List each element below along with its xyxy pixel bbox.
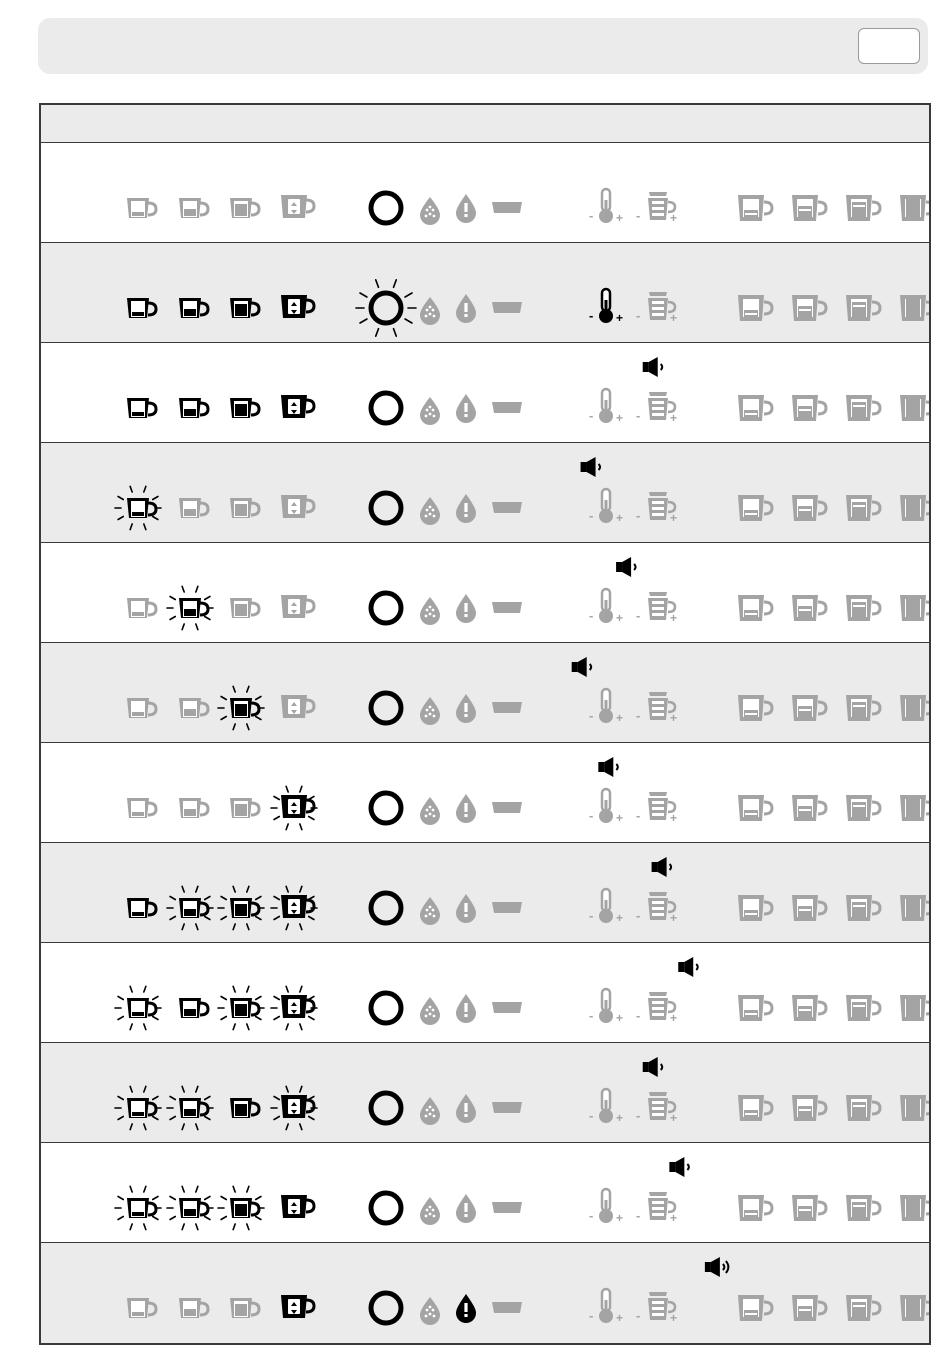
drip-tray-icon — [492, 1102, 522, 1113]
water-alert-icon — [456, 894, 476, 923]
speaker-icon — [572, 657, 592, 677]
plus-sign: + — [670, 1311, 678, 1325]
level-high-cup-icon — [846, 995, 880, 1021]
level-full-cup-icon — [900, 295, 929, 321]
minus-sign: - — [636, 1008, 641, 1023]
power-ring-icon — [371, 393, 401, 423]
descale-drop-icon — [420, 297, 440, 325]
level-medium-cup-icon — [792, 295, 826, 321]
temperature-icon — [589, 489, 623, 525]
descale-drop-icon — [420, 1097, 440, 1125]
temperature-icon — [589, 389, 623, 425]
temperature-icon — [589, 689, 623, 725]
medium-cup-icon — [179, 1298, 208, 1318]
display-panel-icons — [41, 1243, 929, 1343]
minus-sign: - — [589, 408, 594, 423]
small-cup-icon — [127, 798, 156, 818]
hot-water-cup-icon — [271, 986, 317, 1029]
display-panel-icons — [41, 543, 929, 643]
table-row — [41, 443, 929, 543]
cup-volume-icon — [636, 1192, 677, 1225]
drip-tray-icon — [492, 902, 522, 913]
level-full-cup-icon — [900, 595, 929, 621]
hot-water-cup-icon — [281, 595, 314, 618]
table-row — [41, 1143, 929, 1243]
small-cup-icon — [115, 1186, 161, 1229]
descale-drop-icon — [420, 697, 440, 725]
medium-cup-icon — [179, 998, 208, 1018]
water-alert-icon — [456, 1294, 476, 1323]
level-high-cup-icon — [846, 495, 880, 521]
power-ring-icon — [371, 1093, 401, 1123]
speaker-icon — [643, 357, 663, 377]
descale-drop-icon — [420, 1297, 440, 1325]
plus-sign: + — [616, 911, 624, 925]
large-cup-icon — [230, 498, 259, 518]
plus-sign: + — [616, 411, 624, 425]
drip-tray-icon — [492, 302, 522, 313]
water-alert-icon — [456, 1194, 476, 1223]
descale-drop-icon — [420, 497, 440, 525]
table-row — [41, 243, 929, 343]
drip-tray-icon — [492, 1302, 522, 1313]
hot-water-cup-icon — [281, 695, 314, 718]
hot-water-cup-icon — [281, 495, 314, 518]
speaker-icon — [643, 1057, 663, 1077]
level-full-cup-icon — [900, 1195, 929, 1221]
level-medium-cup-icon — [792, 495, 826, 521]
medium-cup-icon — [179, 198, 208, 218]
level-low-cup-icon — [738, 695, 772, 721]
minus-sign: - — [589, 1108, 594, 1123]
table-row — [41, 543, 929, 643]
level-high-cup-icon — [846, 695, 880, 721]
display-panel-icons — [41, 443, 929, 543]
descale-drop-icon — [420, 397, 440, 425]
temperature-icon — [589, 1189, 623, 1225]
minus-sign: - — [636, 1108, 641, 1123]
cup-volume-icon — [636, 792, 677, 825]
level-low-cup-icon — [738, 895, 772, 921]
hot-water-cup-icon — [281, 295, 314, 318]
table-row — [41, 1043, 929, 1143]
water-alert-icon — [456, 494, 476, 523]
large-cup-icon — [218, 886, 264, 929]
plus-sign: + — [616, 1111, 624, 1125]
hot-water-cup-icon — [271, 886, 317, 929]
level-high-cup-icon — [846, 795, 880, 821]
minus-sign: - — [636, 308, 641, 323]
plus-sign: + — [670, 811, 678, 825]
descale-drop-icon — [420, 197, 440, 225]
level-medium-cup-icon — [792, 395, 826, 421]
level-medium-cup-icon — [792, 195, 826, 221]
level-full-cup-icon — [900, 695, 929, 721]
minus-sign: - — [589, 308, 594, 323]
level-low-cup-icon — [738, 195, 772, 221]
small-cup-icon — [127, 598, 156, 618]
descale-drop-icon — [420, 1197, 440, 1225]
plus-sign: + — [670, 711, 678, 725]
medium-cup-icon — [179, 698, 208, 718]
hot-water-cup-icon — [281, 1195, 314, 1218]
large-cup-icon — [230, 598, 259, 618]
cup-volume-icon — [636, 192, 677, 225]
large-cup-icon — [230, 298, 259, 318]
level-high-cup-icon — [846, 195, 880, 221]
hot-water-cup-icon — [271, 1086, 317, 1129]
cup-volume-icon — [636, 1292, 677, 1325]
level-low-cup-icon — [738, 1195, 772, 1221]
water-alert-icon — [456, 1094, 476, 1123]
minus-sign: - — [636, 1308, 641, 1323]
level-low-cup-icon — [738, 795, 772, 821]
level-full-cup-icon — [900, 995, 929, 1021]
table-row — [41, 643, 929, 743]
minus-sign: - — [636, 808, 641, 823]
large-cup-icon — [230, 198, 259, 218]
table-row — [41, 343, 929, 443]
large-cup-icon — [218, 686, 264, 729]
level-full-cup-icon — [900, 895, 929, 921]
large-cup-icon — [218, 1186, 264, 1229]
power-ring-icon — [371, 593, 401, 623]
descale-drop-icon — [420, 997, 440, 1025]
small-cup-icon — [115, 486, 161, 529]
drip-tray-icon — [492, 1202, 522, 1213]
small-cup-icon — [115, 1086, 161, 1129]
plus-sign: + — [616, 1211, 624, 1225]
power-ring-icon — [371, 1293, 401, 1323]
medium-cup-icon — [167, 886, 213, 929]
cup-volume-icon — [636, 392, 677, 425]
display-panel-icons — [41, 143, 929, 243]
cup-volume-icon — [636, 592, 677, 625]
small-cup-icon — [127, 198, 156, 218]
level-low-cup-icon — [738, 495, 772, 521]
hot-water-cup-icon — [281, 1295, 314, 1318]
display-panel-icons — [41, 243, 929, 343]
descale-drop-icon — [420, 897, 440, 925]
minus-sign: - — [589, 708, 594, 723]
plus-sign: + — [670, 911, 678, 925]
water-alert-icon — [456, 994, 476, 1023]
drip-tray-icon — [492, 402, 522, 413]
level-full-cup-icon — [900, 195, 929, 221]
medium-cup-icon — [179, 798, 208, 818]
plus-sign: + — [670, 611, 678, 625]
drip-tray-icon — [492, 702, 522, 713]
power-ring-icon — [371, 993, 401, 1023]
level-high-cup-icon — [846, 395, 880, 421]
plus-sign: + — [670, 1011, 678, 1025]
large-cup-icon — [218, 986, 264, 1029]
display-panel-icons — [41, 943, 929, 1043]
level-high-cup-icon — [846, 1295, 880, 1321]
speaker-icon — [678, 957, 698, 977]
minus-sign: - — [636, 208, 641, 223]
plus-sign: + — [616, 711, 624, 725]
table-row — [41, 843, 929, 943]
minus-sign: - — [636, 608, 641, 623]
level-medium-cup-icon — [792, 995, 826, 1021]
level-low-cup-icon — [738, 295, 772, 321]
level-low-cup-icon — [738, 1295, 772, 1321]
speaker-icon — [616, 557, 636, 577]
water-alert-icon — [456, 194, 476, 223]
minus-sign: - — [589, 808, 594, 823]
minus-sign: - — [589, 908, 594, 923]
cup-volume-icon — [636, 292, 677, 325]
speaker-icon — [669, 1157, 689, 1177]
table-row — [41, 743, 929, 843]
display-panel-icons — [41, 643, 929, 743]
temperature-icon — [589, 289, 623, 325]
level-medium-cup-icon — [792, 595, 826, 621]
display-panel-icons — [41, 1043, 929, 1143]
power-ring-icon — [371, 893, 401, 923]
plus-sign: + — [616, 311, 624, 325]
descale-drop-icon — [420, 797, 440, 825]
minus-sign: - — [589, 1208, 594, 1223]
temperature-icon — [589, 789, 623, 825]
medium-cup-icon — [167, 1086, 213, 1129]
temperature-icon — [589, 989, 623, 1025]
speaker-icon — [581, 457, 601, 477]
medium-cup-icon — [179, 398, 208, 418]
hot-water-cup-icon — [281, 195, 314, 218]
temperature-icon — [589, 589, 623, 625]
small-cup-icon — [127, 898, 156, 918]
level-high-cup-icon — [846, 595, 880, 621]
level-medium-cup-icon — [792, 795, 826, 821]
temperature-icon — [589, 889, 623, 925]
power-ring-icon — [371, 793, 401, 823]
level-high-cup-icon — [846, 1095, 880, 1121]
level-low-cup-icon — [738, 595, 772, 621]
level-full-cup-icon — [900, 395, 929, 421]
hot-water-cup-icon — [281, 395, 314, 418]
hot-water-cup-icon — [271, 786, 317, 829]
plus-sign: + — [616, 511, 624, 525]
cup-volume-icon — [636, 692, 677, 725]
level-full-cup-icon — [900, 795, 929, 821]
plus-sign: + — [670, 211, 678, 225]
descale-drop-icon — [420, 597, 440, 625]
level-high-cup-icon — [846, 1195, 880, 1221]
temperature-icon — [589, 1089, 623, 1125]
minus-sign: - — [636, 1208, 641, 1223]
level-high-cup-icon — [846, 895, 880, 921]
minus-sign: - — [589, 208, 594, 223]
minus-sign: - — [636, 408, 641, 423]
display-panel-icons — [41, 1143, 929, 1243]
large-cup-icon — [230, 1098, 259, 1118]
large-cup-icon — [230, 798, 259, 818]
level-low-cup-icon — [738, 995, 772, 1021]
medium-cup-icon — [179, 298, 208, 318]
power-ring-icon — [371, 493, 401, 523]
cup-volume-icon — [636, 992, 677, 1025]
large-cup-icon — [230, 1298, 259, 1318]
drip-tray-icon — [492, 502, 522, 513]
plus-sign: + — [616, 811, 624, 825]
plus-sign: + — [616, 611, 624, 625]
level-full-cup-icon — [900, 495, 929, 521]
water-alert-icon — [456, 294, 476, 323]
speaker-icon — [652, 857, 672, 877]
speaker-icon — [705, 1257, 729, 1277]
level-full-cup-icon — [900, 1295, 929, 1321]
level-medium-cup-icon — [792, 1295, 826, 1321]
display-panel-icons — [41, 343, 929, 443]
level-medium-cup-icon — [792, 1195, 826, 1221]
minus-sign: - — [589, 1008, 594, 1023]
table-row — [41, 1243, 929, 1343]
level-medium-cup-icon — [792, 695, 826, 721]
power-ring-icon — [371, 193, 401, 223]
medium-cup-icon — [179, 498, 208, 518]
minus-sign: - — [589, 608, 594, 623]
plus-sign: + — [616, 1011, 624, 1025]
small-cup-icon — [127, 1298, 156, 1318]
water-alert-icon — [456, 794, 476, 823]
display-panel-icons — [41, 843, 929, 943]
level-medium-cup-icon — [792, 1095, 826, 1121]
medium-cup-icon — [167, 586, 213, 629]
drip-tray-icon — [492, 802, 522, 813]
plus-sign: + — [616, 1311, 624, 1325]
minus-sign: - — [589, 508, 594, 523]
table-header-row — [41, 105, 929, 143]
plus-sign: + — [670, 311, 678, 325]
drip-tray-icon — [492, 1002, 522, 1013]
water-alert-icon — [456, 394, 476, 423]
small-cup-icon — [115, 986, 161, 1029]
plus-sign: + — [670, 1111, 678, 1125]
minus-sign: - — [636, 708, 641, 723]
header-bar — [38, 18, 928, 74]
power-ring-icon — [371, 693, 401, 723]
table-row — [41, 943, 929, 1043]
small-cup-icon — [127, 698, 156, 718]
display-panel-icons — [41, 743, 929, 843]
water-alert-icon — [456, 594, 476, 623]
speaker-icon — [598, 757, 618, 777]
power-ring-icon — [356, 280, 416, 336]
small-cup-icon — [127, 298, 156, 318]
drip-tray-icon — [492, 202, 522, 213]
level-full-cup-icon — [900, 1095, 929, 1121]
display-states-table — [39, 103, 931, 1345]
minus-sign: - — [636, 508, 641, 523]
power-ring-icon — [371, 1193, 401, 1223]
minus-sign: - — [636, 908, 641, 923]
plus-sign: + — [670, 1211, 678, 1225]
plus-sign: + — [616, 211, 624, 225]
table-row — [41, 143, 929, 243]
level-medium-cup-icon — [792, 895, 826, 921]
cup-volume-icon — [636, 892, 677, 925]
page-number-box — [858, 28, 920, 64]
plus-sign: + — [670, 511, 678, 525]
small-cup-icon — [127, 398, 156, 418]
water-alert-icon — [456, 694, 476, 723]
large-cup-icon — [230, 398, 259, 418]
temperature-icon — [589, 1289, 623, 1325]
temperature-icon — [589, 189, 623, 225]
medium-cup-icon — [167, 1186, 213, 1229]
cup-volume-icon — [636, 1092, 677, 1125]
minus-sign: - — [589, 1308, 594, 1323]
level-high-cup-icon — [846, 295, 880, 321]
level-low-cup-icon — [738, 395, 772, 421]
plus-sign: + — [670, 411, 678, 425]
cup-volume-icon — [636, 492, 677, 525]
drip-tray-icon — [492, 602, 522, 613]
level-low-cup-icon — [738, 1095, 772, 1121]
